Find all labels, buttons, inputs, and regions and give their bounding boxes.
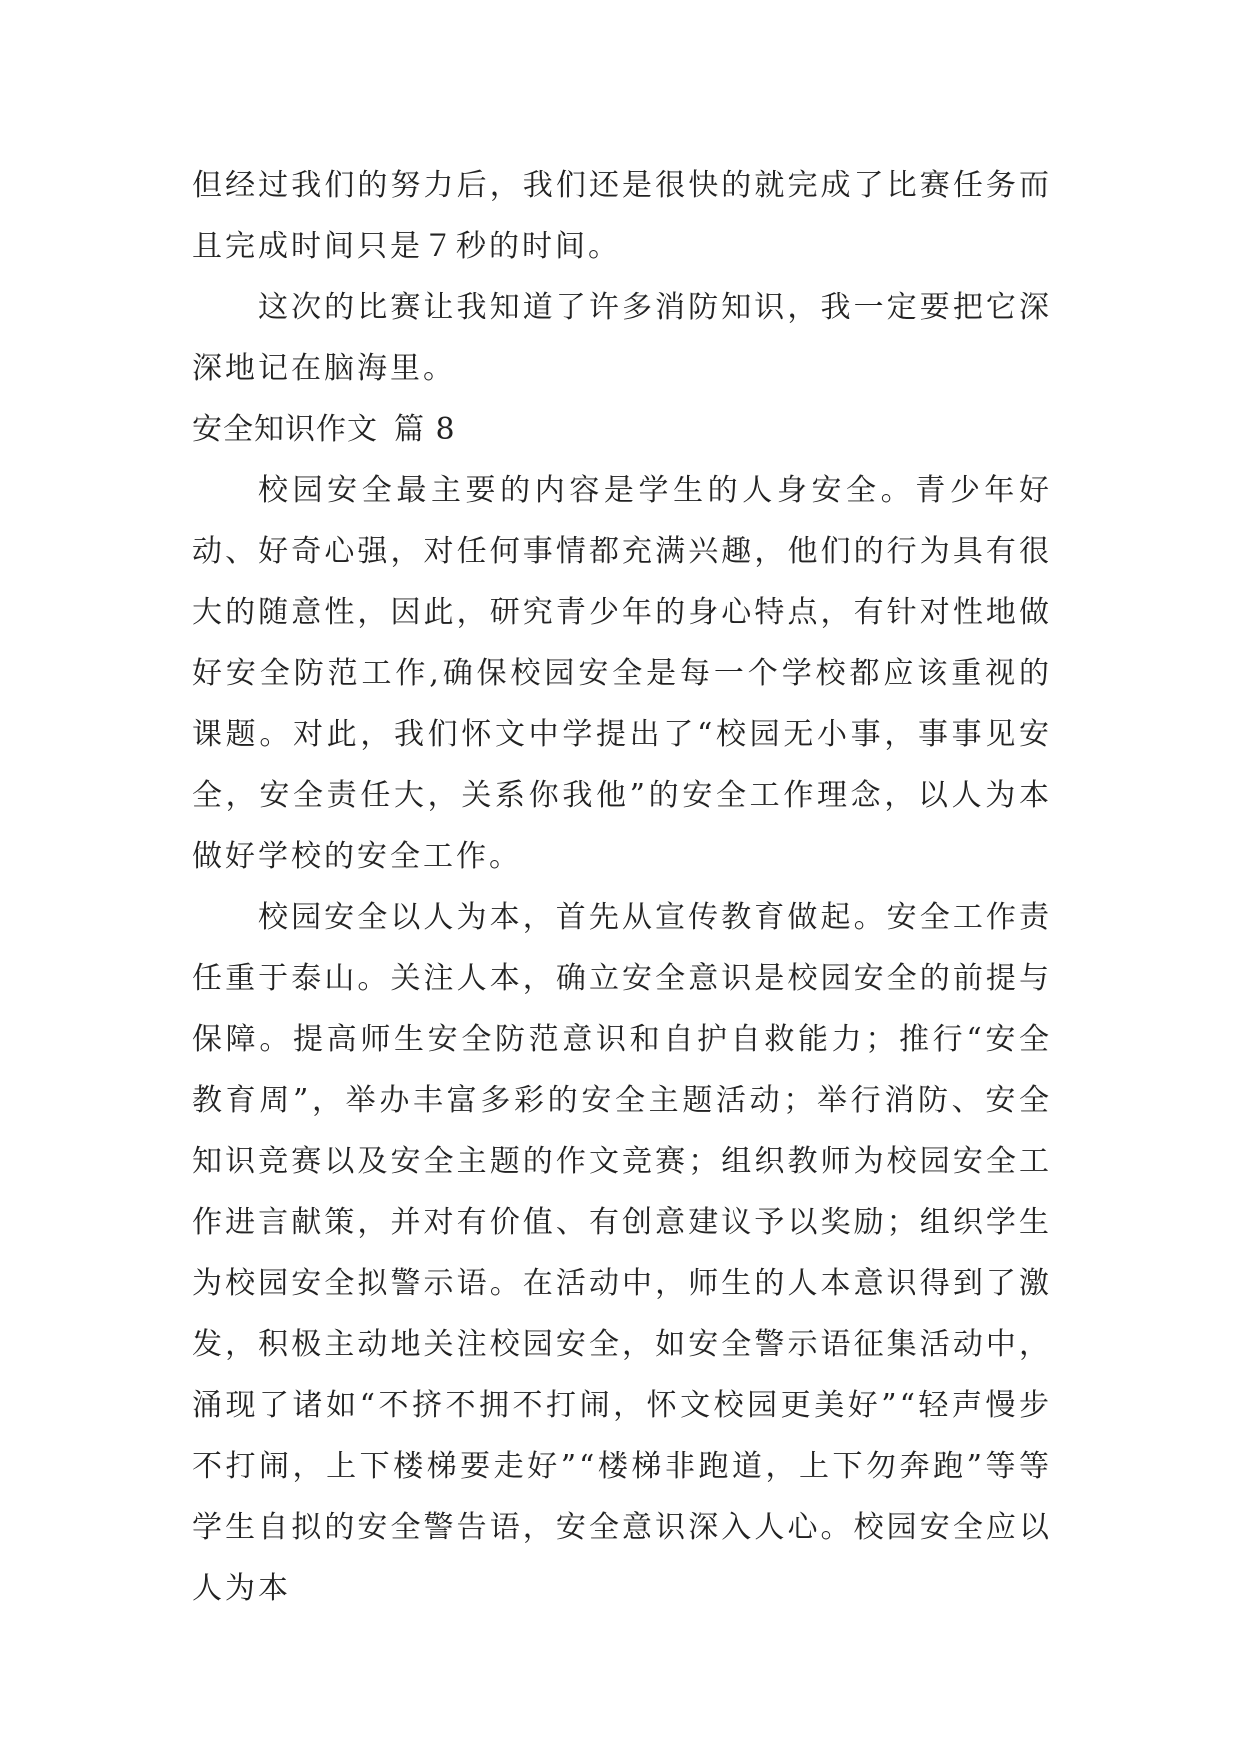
- section-heading-title: 安全知识作文: [192, 412, 378, 447]
- paragraph-campus-safety: 校园安全最主要的内容是学生的人身安全。青少年好动、好奇心强，对任何事情都充满兴趣，他们的行为具有很大的随意性，因此，研究青少年的身心特点，有针对性地做好安全防范工作,确保校园安全是每一个学校都应该重视的课题。对此，我们怀文中学提出了“校园无小事，事事见安全，安全责任大，关系你我他”的安全工作理念，以人为本做好学校的安全工作。: [192, 473, 1052, 874]
- paragraph-fire-knowledge: 这次的比赛让我知道了许多消防知识，我一定要把它深深地记在脑海里。: [192, 290, 1052, 386]
- section-heading-number: 篇 8: [394, 412, 456, 447]
- document-body: [192, 155, 1052, 1619]
- section-heading: [192, 399, 1052, 460]
- paragraph-continuation: 但经过我们的努力后，我们还是很快的就完成了比赛任务而且完成时间只是７秒的时间。: [192, 168, 1052, 264]
- paragraph-people-oriented: 校园安全以人为本，首先从宣传教育做起。安全工作责任重于泰山。关注人本，确立安全意识是校园安全的前提与保障。提高师生安全防范意识和自护自救能力；推行“安全教育周”，举办丰富多彩的安全主题活动；举行消防、安全知识竞赛以及安全主题的作文竞赛；组织教师为校园安全工作进言献策，并对有价值、有创意建议予以奖励；组织学生为校园安全拟警示语。在活动中，师生的人本意识得到了激发，积极主动地关注校园安全，如安全警示语征集活动中，涌现了诸如“不挤不拥不打闹，怀文校园更美好”“轻声慢步不打闹，上下楼梯要走好”“楼梯非跑道，上下勿奔跑”等等学生自拟的安全警告语，安全意识深入人心。校园安全应以人为本: [192, 900, 1052, 1606]
